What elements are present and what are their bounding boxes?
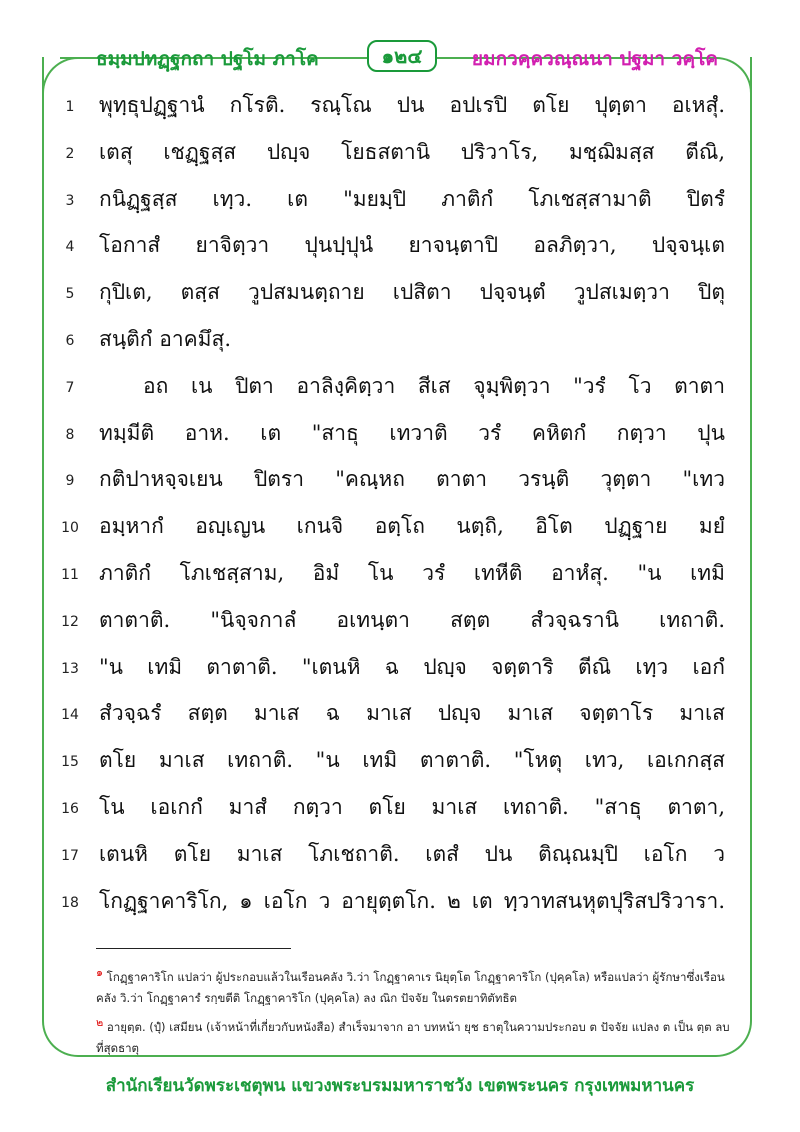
line-number: 12	[61, 613, 79, 630]
text-line	[55, 504, 725, 551]
text-line	[55, 738, 725, 785]
line-text: ตาตาติ. "นิจฺจกาลํ อเทนฺตา สตฺต สํวจฺฉรานิ เทถาติ.	[99, 607, 725, 632]
text-line	[55, 832, 725, 879]
text-line	[55, 177, 725, 224]
line-number: 1	[65, 99, 75, 115]
text-line	[55, 645, 725, 692]
line-number: 2	[65, 145, 75, 162]
page-number: ๑๒๔	[367, 40, 437, 72]
line-number: 7	[65, 379, 75, 396]
line-text: โอกาสํ ยาจิตฺวา ปุนปฺปุนํ ยาจนฺตาปิ อลภิตฺวา, ปจฺจนฺเต	[99, 233, 725, 258]
text-line	[55, 364, 725, 411]
line-number: 8	[65, 426, 75, 443]
line-text: กุปิเต, ตสฺส วูปสมนตฺถาย เปสิตา ปจฺจนฺตํ วูปสเมตฺวา ปิตุ	[99, 280, 725, 305]
footnote	[96, 1012, 730, 1059]
line-text: เตนหิ ตโย มาเส โภเชถาติ. เตสํ ปน ติณฺณมฺปิ เอโก ว	[99, 841, 725, 866]
line-text: อถ เน ปิตา อาลิงฺคิตฺวา สีเส จุมฺพิตฺวา "วรํ โว ตาตา	[143, 373, 725, 398]
footnote-mark: ๒	[96, 1016, 104, 1029]
line-text: กนิฏฺฐสฺส เทฺว. เต "มยมฺปิ ภาติกํ โภเชสฺสามาติ ปิตรํ	[99, 186, 725, 211]
line-text: เตสุ เชฏฺฐสฺส ปญฺจ โยธสตานิ ปริวาโร, มชฺฌิมสฺส ตีณิ,	[99, 139, 725, 164]
text-line	[55, 457, 725, 504]
line-text: "น เทมิ ตาตาติ. "เตนหิ ฉ ปญฺจ จตฺตาริ ตีณิ เทฺว เอกํ	[99, 654, 725, 679]
text-line	[55, 411, 725, 458]
line-number: 16	[61, 800, 79, 817]
text-line	[55, 551, 725, 598]
text-line	[55, 598, 725, 645]
footnote-text: อายุตฺต. (ปุํ) เสมียน (เจ้าหน้าที่เกี่ยวกับหนังสือ) สำเร็จมาจาก อา บทหน้า ยุช ธาตุในความประกอบ ต ปัจจัย แปลง ต เป็น ตฺต ลบที่สุดธาตุ	[96, 1019, 730, 1055]
footnote-rule	[96, 948, 291, 949]
line-number: 18	[61, 894, 79, 911]
line-number: 6	[65, 332, 75, 349]
line-number: 17	[61, 847, 79, 864]
line-text: โน เอเกกํ มาสํ กตฺวา ตโย มาเส เทถาติ. "สาธุ ตาตา,	[99, 794, 725, 819]
line-text: กติปาหจฺจเยน ปิตรา "คณฺหถ ตาตา วรนฺติ วุตฺตา "เทว	[99, 467, 725, 492]
line-number: 10	[61, 520, 79, 537]
text-line	[55, 270, 725, 317]
line-text: พุทฺธุปฏฺฐานํ กโรติ. รณฺโณ ปน อปเรปิ ตโย ปุตฺตา อเหสุํ.	[99, 93, 725, 117]
line-text: ทมฺมีติ อาห. เต "สาธุ เทวาติ วรํ คหิตกํ กตฺวา ปุน	[99, 420, 725, 445]
text-line	[55, 785, 725, 832]
line-text: ตโย มาเส เทถาติ. "น เทมิ ตาตาติ. "โหตุ เทว, เอเกกสฺส	[99, 748, 725, 773]
line-text: สนฺติกํ อาคมึสุ.	[99, 326, 231, 351]
line-number: 5	[65, 286, 75, 303]
line-number: 11	[61, 566, 79, 583]
line-number: 14	[61, 707, 79, 724]
footnote	[96, 962, 730, 1009]
footnote-mark: ๑	[96, 966, 103, 979]
text-body	[55, 83, 725, 925]
line-text: สํวจฺฉรํ สตฺต มาเส ฉ มาเส ปญฺจ มาเส จตฺตาโร มาเส	[99, 701, 725, 726]
line-number: 13	[61, 660, 79, 677]
line-number: 3	[65, 192, 75, 209]
line-number: 15	[61, 754, 79, 771]
footnote-text: โกฏฺฐาคาริโก แปลว่า ผู้ประกอบแล้วในเรือนคลัง วิ.ว่า โกฏฺฐาคาเร นิยุตฺโต โกฏฺฐาคาริโก (ปุคฺคโล) หรือแปลว่า ผู้รักษาซึ่งเรือนคลัง วิ.ว่า โกฏฺฐาคารํ รกฺขตีติ โกฏฺฐาคาริโก (ปุคฺคโล) ลง ณิก ปัจจัย ในตรตยาทิตัทธิต	[96, 969, 725, 1005]
line-text: อมฺหากํ อญฺเญน เกนจิ อตฺโถ นตฺถิ, อิโต ปฏฺฐาย มยํ	[99, 514, 725, 539]
line-number: 9	[65, 473, 75, 490]
text-line	[55, 223, 725, 270]
header-chapter-title: ยมกวคฺควณฺณนา ปฐมา วคฺโค	[471, 48, 718, 70]
line-number: 4	[65, 239, 75, 256]
page-footer: สำนักเรียนวัดพระเชตุพน แขวงพระบรมมหาราชวัง เขตพระนคร กรุงเทพมหานคร	[105, 1076, 695, 1096]
line-text: โกฏฺฐาคาริโก, ๑ เอโก ว อายุตฺตโก. ๒ เต ทฺวาทสนหุตปุริสปริวารา.	[99, 888, 725, 913]
text-line	[55, 317, 725, 364]
line-text: ภาติกํ โภเชสฺสาม, อิมํ โน วรํ เทหีติ อาหํสุ. "น เทมิ	[99, 560, 725, 585]
text-line	[55, 83, 725, 130]
text-line	[55, 130, 725, 177]
text-line	[55, 691, 725, 738]
header-book-title: ธมฺมปทฏฺฐกถา ปฐโม ภาโค	[96, 48, 319, 70]
text-line	[55, 879, 725, 926]
